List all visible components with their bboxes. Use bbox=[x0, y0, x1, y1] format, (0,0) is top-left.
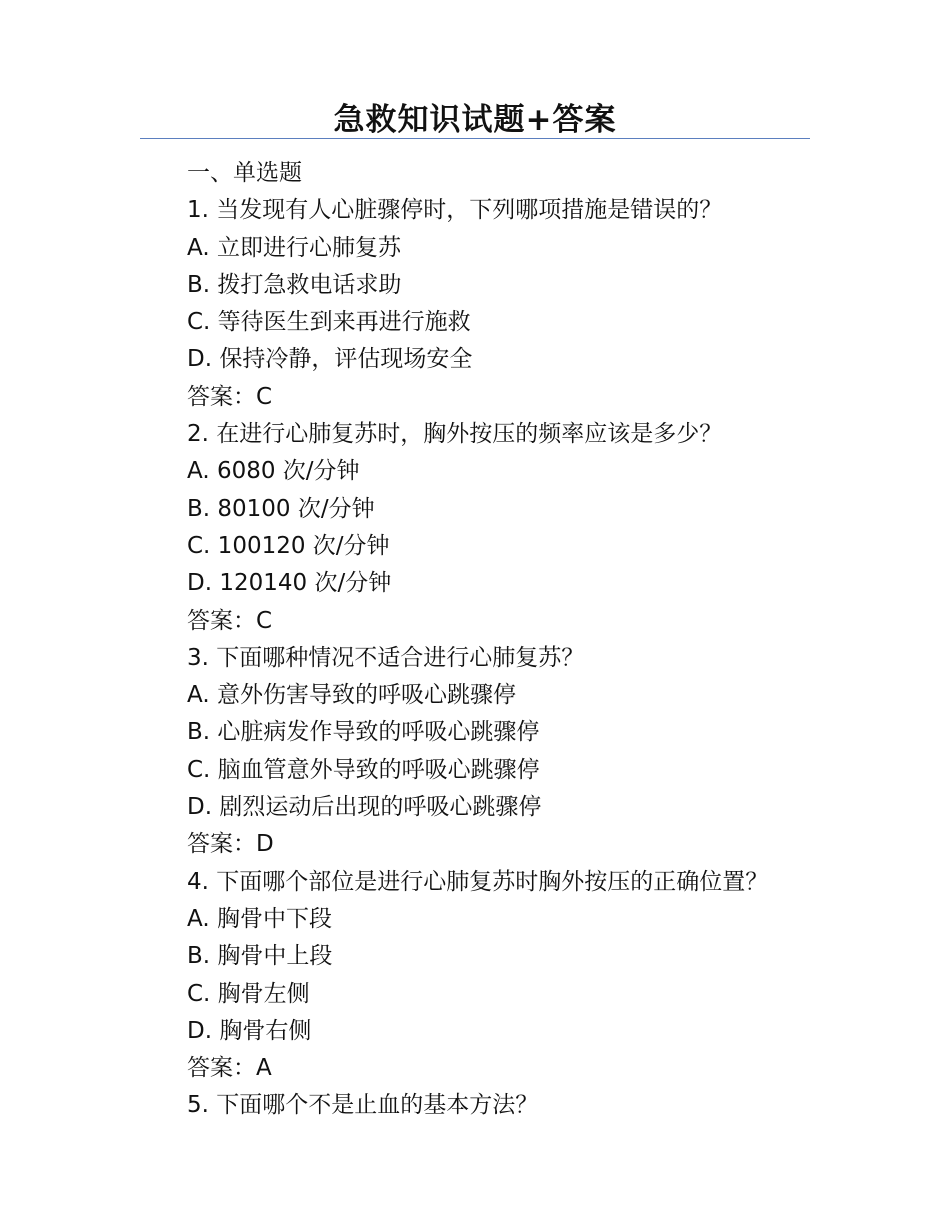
question-1-answer: 答案：C bbox=[187, 383, 273, 410]
question-1-option-d: D. 保持冷静，评估现场安全 bbox=[187, 346, 473, 373]
question-4-answer: 答案：A bbox=[187, 1055, 272, 1082]
question-1: 1. 当发现有人心脏骤停时，下列哪项措施是错误的？ bbox=[187, 197, 723, 224]
question-4-option-b: B. 胸骨中上段 bbox=[187, 943, 333, 970]
question-4-option-d: D. 胸骨右侧 bbox=[187, 1017, 312, 1044]
question-4-option-c: C. 胸骨左侧 bbox=[187, 980, 310, 1007]
question-1-option-c: C. 等待医生到来再进行施救 bbox=[187, 309, 471, 336]
section-heading: 一、单选题 bbox=[187, 160, 302, 186]
question-3-option-d: D. 剧烈运动后出现的呼吸心跳骤停 bbox=[187, 794, 542, 821]
question-3-option-a: A. 意外伤害导致的呼吸心跳骤停 bbox=[187, 682, 516, 709]
question-4-option-a: A. 胸骨中下段 bbox=[187, 905, 332, 932]
question-2-option-c: C. 100120 次/分钟 bbox=[187, 532, 390, 559]
question-2-option-a: A. 6080 次/分钟 bbox=[187, 458, 360, 485]
document-title: 急救知识试题+答案 bbox=[333, 102, 617, 138]
question-1-option-b: B. 拨打急救电话求助 bbox=[187, 271, 402, 298]
question-3-option-c: C. 脑血管意外导致的呼吸心跳骤停 bbox=[187, 756, 540, 783]
question-2-option-b: B. 80100 次/分钟 bbox=[187, 495, 375, 522]
question-3-answer: 答案：D bbox=[187, 831, 274, 858]
question-4: 4. 下面哪个部位是进行心肺复苏时胸外按压的正确位置？ bbox=[187, 868, 769, 895]
question-1-option-a: A. 立即进行心肺复苏 bbox=[187, 234, 401, 261]
question-5: 5. 下面哪个不是止血的基本方法？ bbox=[187, 1092, 539, 1119]
title-underline bbox=[140, 138, 810, 139]
question-2: 2. 在进行心肺复苏时，胸外按压的频率应该是多少？ bbox=[187, 421, 723, 448]
question-2-answer: 答案：C bbox=[187, 607, 273, 634]
question-3-option-b: B. 心脏病发作导致的呼吸心跳骤停 bbox=[187, 719, 540, 746]
question-list bbox=[187, 155, 837, 1125]
question-2-option-d: D. 120140 次/分钟 bbox=[187, 570, 392, 597]
question-3: 3. 下面哪种情况不适合进行心肺复苏？ bbox=[187, 644, 585, 671]
